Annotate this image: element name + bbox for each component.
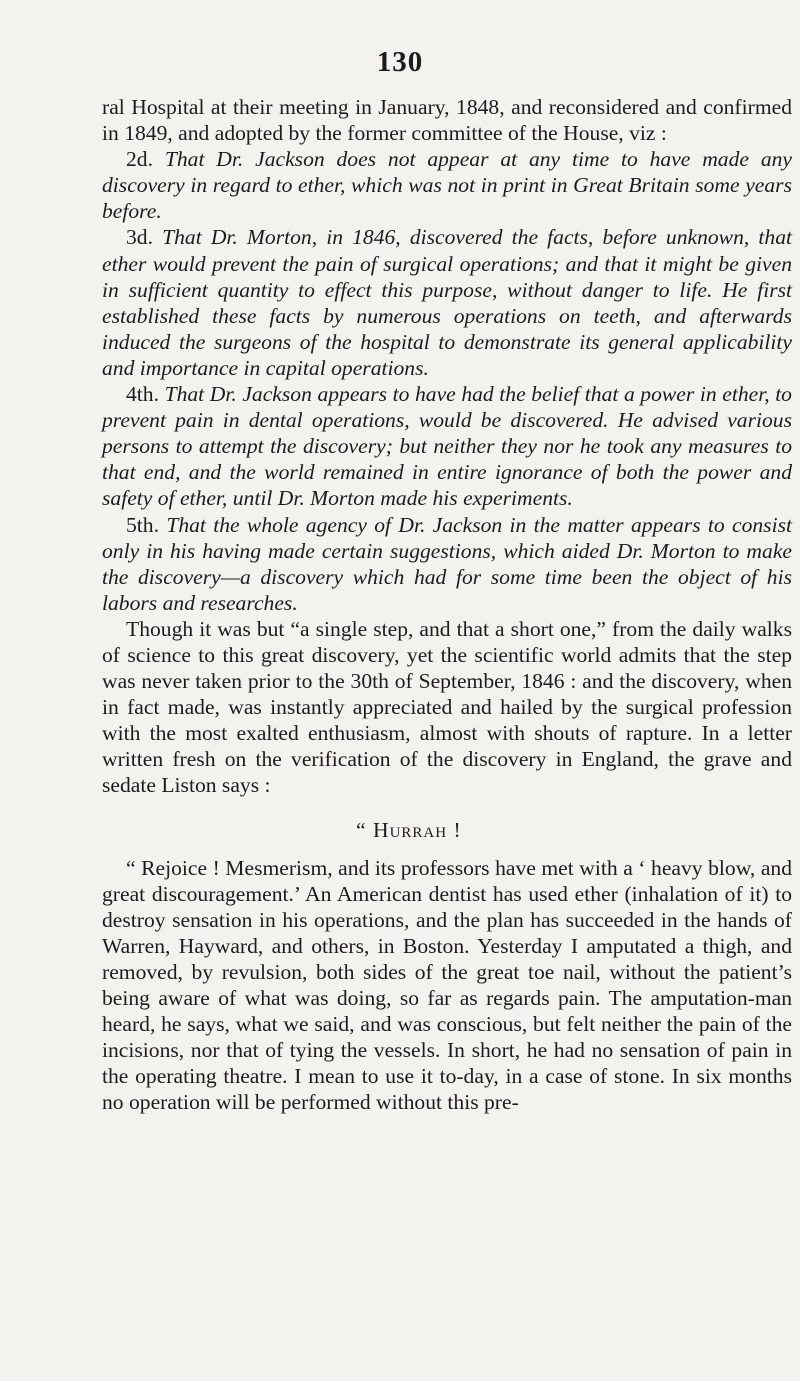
paragraph-opening: ral Hospital at their meeting in January, 1848, and reconsidered and confirmed in 1849, and adopted by the former committee of the House, viz : [102,95,792,146]
paragraph-resolution-4th [102,381,792,511]
quote-heading: “ Hurrah ! [356,817,462,842]
resolution-text: That Dr. Morton, in 1846, discovered the facts, before unknown, that ether would prevent the pain of surgical operations; and that it might be given in sufficient quantity to effect this purpose, without danger to life. He first established these facts by numerous operations on teeth, and afterwards induced the surgeons of the hospital to demonstrate its general applicability and importance in capital operations. [102,225,792,380]
page-number: 130 [376,46,424,78]
resolution-number: 2d. [126,147,153,172]
paragraph-resolution-5th [102,512,792,616]
paragraph-resolution-3d [102,224,792,381]
resolution-number: 5th. [126,512,159,537]
resolution-text: That Dr. Jackson does not appear at any time to have made any discovery in regard to ether, which was not in print in Great Britain some years before. [102,147,792,224]
paragraph-though: Though it was but “a single step, and that a short one,” from the daily walks of science to this great discovery, yet the scientific world admits that the step was never taken prior to the 30th of September, 1846 : and the discovery, when in fact made, was instantly appreciated and hailed by the surgical profession with the most exalted enthusiasm, almost with shouts of rapture. In a letter written fresh on the verification of the discovery in England, the grave and sedate Liston says : [102,616,792,798]
body-text [102,94,792,1116]
resolution-text: That Dr. Jackson appears to have had the belief that a power in ether, to prevent pain in dental operations, would be discovered. He advised various persons to attempt the discovery; but neither they nor he took any measures to that end, and the world remained in entire ignorance of both the power and safety of ether, until Dr. Morton made his experiments. [102,382,792,511]
resolution-text: That the whole agency of Dr. Jackson in the matter appears to consist only in his having made certain suggestions, which aided Dr. Morton to make the discovery—a discovery which had for some time been the object of his labors and researches. [102,512,792,615]
resolution-number: 3d. [126,225,153,250]
paragraph-quote: “ Rejoice ! Mesmerism, and its professors have met with a ‘ heavy blow, and great discouragement.’ An American dentist has used ether (inhalation of it) to destroy sensation in his operations, and the plan has succeeded in the hands of Warren, Hayward, and others, in Boston. Yesterday I amputated a thigh, and removed, by revulsion, both sides of the great toe nail, without the patient’s being aware of what was doing, so far as regards pain. The amputation-man heard, he says, what we said, and was conscious, but felt neither the pain of the incisions, nor that of tying the vessels. In short, he had no sensation of pain in the operating theatre. I mean to use it to-day, in a case of stone. In six months no operation will be performed without this pre- [102,855,792,1115]
paragraph-resolution-2d [102,146,792,224]
resolution-number: 4th. [126,382,159,407]
